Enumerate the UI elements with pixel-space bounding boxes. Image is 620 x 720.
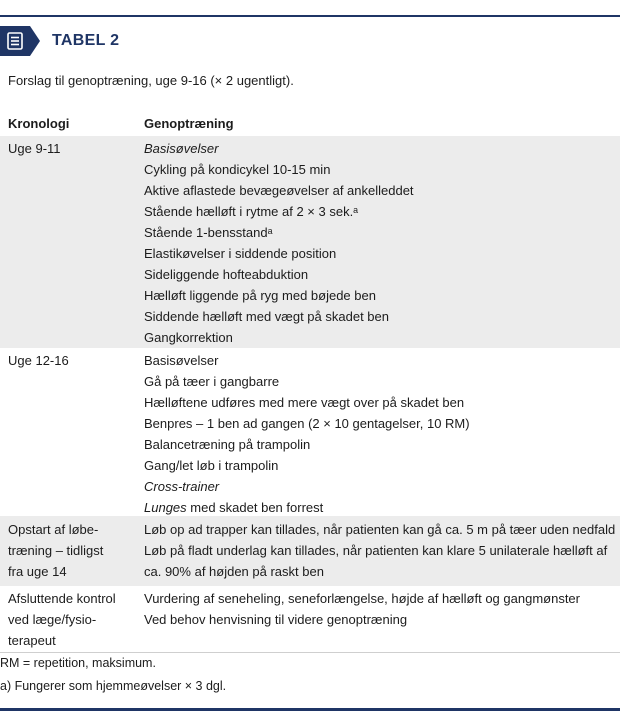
training-item: Aktive aflastede bevægeøvelser af ankelleddet	[144, 183, 414, 198]
table-row	[0, 586, 620, 652]
training-item: Cross-trainer	[144, 479, 220, 494]
footnote-a: a) Fungerer som hjemmeøvelser × 3 dgl.	[0, 679, 227, 693]
training-item: Basisøvelser	[144, 353, 219, 368]
training-item: Løb på fladt underlag kan tillades, når patienten kan klare 5 unilaterale hælløft af	[144, 543, 608, 558]
table-title: TABEL 2	[52, 32, 120, 49]
chronology-line: træning – tidligst	[8, 543, 104, 558]
table-bottom-divider	[0, 652, 620, 653]
chronology-line: terapeut	[8, 633, 56, 648]
training-item: Hælløft liggende på ryg med bøjede ben	[144, 288, 376, 303]
training-item-lunges	[144, 497, 614, 518]
table-head	[0, 110, 620, 136]
lunges-term: Lunges	[144, 500, 187, 515]
chronology-line: Uge 12-16	[8, 353, 69, 368]
training-item: Gå på tæer i gangbarre	[144, 374, 280, 389]
table-header	[0, 24, 119, 58]
training-item: Elastikøvelser i siddende position	[144, 246, 337, 261]
training-item: Løb op ad trapper kan tillades, når patienten kan gå ca. 5 m på tæer uden nedfald	[144, 522, 616, 537]
row-chronology	[8, 519, 103, 582]
table-row	[0, 348, 620, 516]
table-row	[0, 136, 620, 348]
training-item: Gangkorrektion	[144, 330, 233, 345]
row-chronology	[8, 138, 61, 159]
training-item: Ved behov henvisning til videre genoptræning	[144, 612, 408, 627]
training-item: Siddende hælløft med vægt på skadet ben	[144, 309, 389, 324]
footnote-rm: RM = repetition, maksimum.	[0, 656, 156, 670]
header-training: Genoptræning	[144, 116, 234, 131]
training-item: Vurdering af seneheling, seneforlængelse, højde af hælløft og gangmønster	[144, 591, 580, 606]
chronology-line: Afsluttende kontrol	[8, 591, 116, 606]
training-item: Sideliggende hofteabduktion	[144, 267, 309, 282]
training-item: Stående hælløft i rytme af 2 × 3 sek.ᵃ	[144, 204, 359, 219]
row-training	[144, 138, 614, 348]
training-item: Basisøvelser	[144, 141, 219, 156]
header-chronology: Kronologi	[8, 116, 70, 131]
table-caption: Forslag til genoptræning, uge 9-16 (× 2 ugentligt).	[8, 73, 294, 88]
top-rule	[0, 15, 620, 17]
chronology-line: ved læge/fysio-	[8, 612, 97, 627]
row-training	[144, 588, 614, 630]
row-chronology	[8, 350, 69, 371]
header-chevron	[30, 26, 40, 56]
chronology-line: Opstart af løbe-	[8, 522, 99, 537]
row-training	[144, 519, 614, 582]
training-item: Hælløftene udføres med mere vægt over på skadet ben	[144, 395, 465, 410]
training-item: Benpres – 1 ben ad gangen (2 × 10 gentagelser, 10 RM)	[144, 416, 470, 431]
chronology-line: fra uge 14	[8, 564, 67, 579]
training-item: Gang/let løb i trampolin	[144, 458, 279, 473]
training-item: Balancetræning på trampolin	[144, 437, 311, 452]
training-item: Cykling på kondicykel 10-15 min	[144, 162, 331, 177]
table-row	[0, 516, 620, 586]
chronology-line: Uge 9-11	[8, 141, 61, 156]
row-chronology	[8, 588, 116, 651]
training-item: Stående 1-bensstandᵃ	[144, 225, 273, 240]
training-item: ca. 90% af højden på raskt ben	[144, 564, 324, 579]
document-list-icon	[0, 26, 30, 56]
row-training	[144, 350, 614, 518]
bottom-rule	[0, 708, 620, 711]
lunges-rest: med skadet ben forrest	[190, 500, 324, 515]
